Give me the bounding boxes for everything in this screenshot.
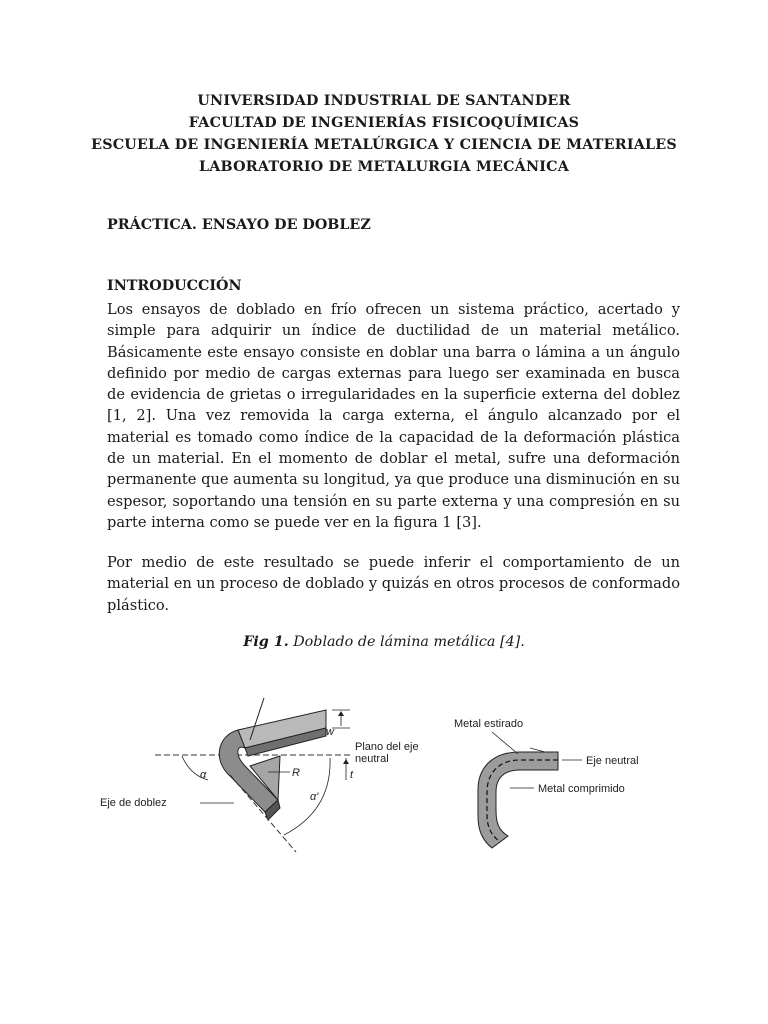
label-plano-eje: Plano del eje (355, 741, 419, 753)
university-name: UNIVERSIDAD INDUSTRIAL DE SANTANDER (197, 93, 571, 109)
introduction-heading: INTRODUCCIÓN (107, 278, 242, 294)
bend-diagram-left (100, 698, 419, 852)
faculty-name: FACULTAD DE INGENIERÍAS FISICOQUÍMICAS (188, 115, 580, 131)
document-header (0, 90, 768, 178)
figure-caption-label: Fig 1. (243, 634, 289, 650)
label-alpha: α (200, 769, 207, 781)
practice-title: PRÁCTICA. ENSAYO DE DOBLEZ (107, 217, 371, 233)
bend-diagram-right (454, 718, 639, 848)
label-metal-comprimido: Metal comprimido (538, 783, 625, 795)
label-neutral: neutral (355, 753, 389, 765)
figure-caption-text: Doblado de lámina metálica [4]. (288, 634, 525, 650)
figure-caption (0, 634, 768, 650)
label-alpha-prime: α' (310, 791, 319, 803)
label-R: R (292, 767, 300, 779)
label-eje-de-doblez: Eje de doblez (100, 797, 167, 809)
label-t: t (350, 769, 354, 781)
label-w: w (326, 726, 334, 738)
laboratory-name: LABORATORIO DE METALURGIA MECÁNICA (199, 159, 569, 175)
label-eje-neutral: Eje neutral (586, 755, 639, 767)
sheet-bending-figure (100, 680, 660, 860)
introduction-paragraph-1: Los ensayos de doblado en frío ofrecen un sistema práctico, acertado y simple para adquirir un índice de ductilidad de un material metálico. Básicamente este ensayo consiste en doblar una barra o lámina a un ángulo definido por medio de cargas externas para luego ser examinada en busca de evidencia de grietas o irregularidades en la superficie externa del doblez [1, 2]. Una vez removida la carga externa, el ángulo alcanzado por el material es tomado como índice de la capacidad de la deformación plástica de un material. En el momento de doblar el metal, sufre una deformación permanente que aumenta su longitud, ya que produce una disminución en su espesor, soportando una tensión en su parte externa y una compresión en su parte interna como se puede ver en la figura 1 [3]. (107, 301, 680, 531)
label-metal-estirado: Metal estirado (454, 718, 524, 730)
school-name: ESCUELA DE INGENIERÍA METALÚRGICA Y CIENCIA DE MATERIALES (91, 137, 677, 153)
introduction-paragraph-2: Por medio de este resultado se puede inferir el comportamiento de un material en un proceso de doblado y quizás en otros procesos de conformado plástico. (107, 554, 681, 614)
